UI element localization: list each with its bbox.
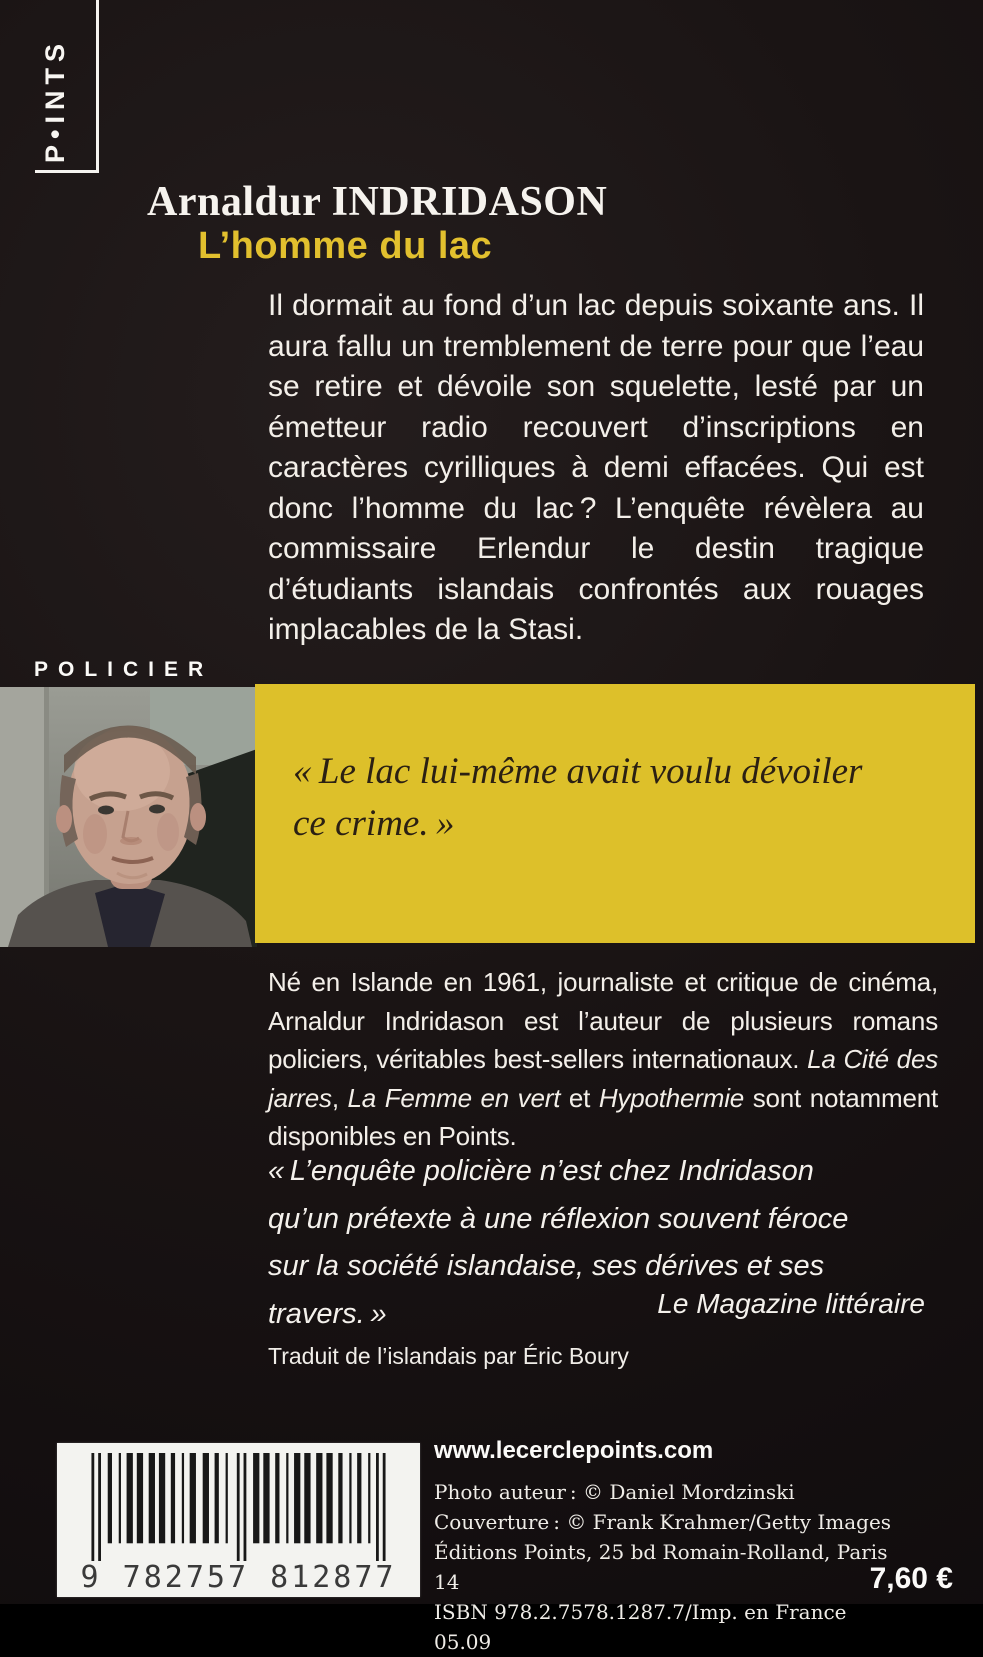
bio-text: , — [331, 1082, 348, 1113]
publisher-logo: P•INTS — [40, 38, 70, 163]
review-quote: « L’enquête policière n’est chez Indridason qu’un prétexte à une réflexion souvent féroce sur la société islandaise, ses dérives et ses travers. » — [268, 1155, 849, 1330]
translation-credit: Traduit de l’islandais par Éric Boury — [268, 1343, 629, 1369]
synopsis-text: Il dormait au fond d’un lac depuis soixante ans. Il aura fallu un tremblement de terre pour que l’eau se retire et dévoile son squelette, lesté par un émetteur radio recouvert d’inscriptions en caractères cyrilliques à demi effacées. Qui est donc l’homme du lac ? L’enquête révèlera au commissaire Erlendur le destin tragique d’étudiants islandais confrontés aux rouages implacables de la Stasi. — [268, 289, 924, 646]
pull-quote-box — [255, 684, 975, 943]
review-source: Le Magazine littéraire — [657, 1288, 925, 1319]
author-photo — [0, 687, 257, 947]
author-name: Arnaldur INDRIDASON — [147, 179, 608, 225]
publisher-address: Éditions Points, 25 bd Romain-Rolland, Paris 14 — [434, 1540, 888, 1594]
photo-credit: Photo auteur : © Daniel Mordzinski — [434, 1480, 795, 1504]
genre-label: POLICIER — [34, 658, 214, 681]
website-url: www.lecerclepoints.com — [434, 1437, 714, 1464]
bio-text: Né en Islande en 1961, journaliste et critique de cinéma, Arnaldur Indridason est l’auteur de plusieurs romans policiers, véritables best-sellers internationaux. — [268, 967, 938, 1074]
price: 7,60 € — [869, 1562, 953, 1595]
bio-text: et — [560, 1082, 599, 1113]
isbn-line: ISBN 978.2.7578.1287.7/Imp. en France 05.09 — [434, 1600, 847, 1654]
bio-text: sont notamment disponibles en Points. — [268, 1082, 938, 1151]
bio-book-title: Hypothermie — [598, 1082, 745, 1113]
barcode-bars — [69, 1453, 408, 1561]
bio-book-title: La Femme en vert — [347, 1082, 561, 1113]
pull-quote: « Le lac lui-même avait voulu dévoiler ce crime. » — [293, 751, 863, 844]
cover-credit: Couverture : © Frank Krahmer/Getty Images — [434, 1510, 892, 1534]
barcode — [57, 1443, 420, 1597]
book-title: L’homme du lac — [198, 225, 493, 267]
bio-book-title: La Cité des jarres — [268, 1044, 939, 1113]
author-bio — [268, 963, 938, 1156]
barcode-number: 9 782757 812877 — [80, 1560, 397, 1595]
